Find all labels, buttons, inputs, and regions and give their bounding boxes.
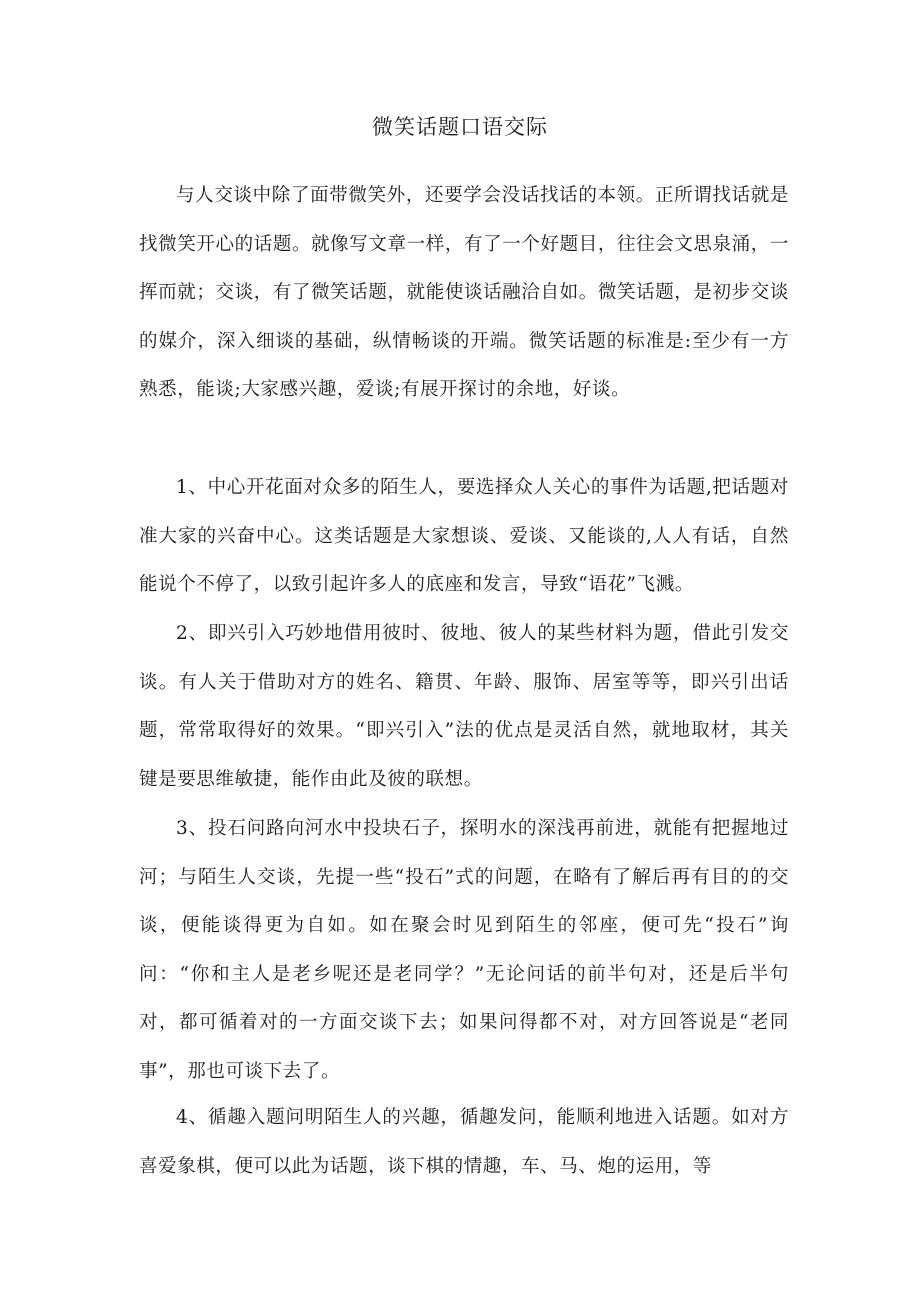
paragraph-central-flowering: 1、中心开花面对众多的陌生人，要选择众人关心的事件为话题,把话题对准大家的兴奋中心。这类话题是大家想谈、爱谈、又能谈的,人人有话，自然能说个不停了，以致引起许多人的底座和发言，导致“语花”飞溅。 — [139, 477, 789, 595]
paragraph-impromptu-introduction: 2、即兴引入巧妙地借用彼时、彼地、彼人的某些材料为题，借此引发交谈。有人关于借助对方的姓名、籍贯、年龄、服饰、居室等等，即兴引出话题，常常取得好的效果。“即兴引入”法的优点是灵活自然，就地取材，其关键是要思维敏捷，能作由此及彼的联想。 — [139, 623, 789, 790]
document-title: 微笑话题口语交际 — [372, 115, 548, 139]
intro-paragraph: 与人交谈中除了面带微笑外，还要学会没话找话的本领。正所谓找话就是找微笑开心的话题。就像写文章一样，有了一个好题目，往往会文思泉涌，一挥而就；交谈，有了微笑话题，就能使谈话融洽自如。微笑话题，是初步交谈的媒介，深入细谈的基础，纵情畅谈的开端。微笑话题的标准是:至少有一方熟悉，能谈;大家感兴趣，爱谈;有展开探讨的余地，好谈。 — [139, 185, 789, 400]
paragraph-test-the-waters: 3、投石问路向河水中投块石子，探明水的深浅再前进，就能有把握地过河；与陌生人交谈，先提一些“投石”式的问题，在略有了解后再有目的的交谈，便能谈得更为自如。如在聚会时见到陌生的邻座，便可先“投石”询问：“你和主人是老乡呢还是老同学？”无论问话的前半句对，还是后半句对，都可循着对的一方面交谈下去；如果问得都不对，对方回答说是“老同事”，那也可谈下去了。 — [139, 818, 789, 1082]
paragraph-follow-interests: 4、循趣入题问明陌生人的兴趣，循趣发问，能顺利地进入话题。如对方喜爱象棋，便可以此为话题，谈下棋的情趣，车、马、炮的运用，等 — [139, 1107, 789, 1177]
